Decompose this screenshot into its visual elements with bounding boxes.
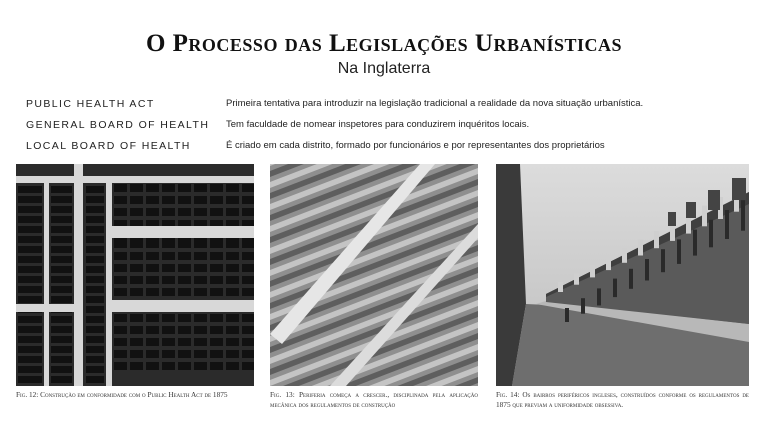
street-photo-drawing xyxy=(496,164,749,386)
aerial-drawing xyxy=(270,164,478,386)
street-plan-drawing xyxy=(16,164,254,386)
page-subtitle: Na Inglaterra xyxy=(337,60,431,77)
figure-caption: Fig. 12: Construção em conformidade com o Public Health Act de 1875 xyxy=(16,390,228,399)
legislation-description: Primeira tentativa para introduzir na legislação tradicional a realidade da nova situação urbanística. xyxy=(226,98,644,109)
figure-caption: Fig. 14: Os bairros periféricos ingleses, construídos conforme os regulamentos de 1875 que previam a uniformidade obsessiva. xyxy=(496,390,749,409)
legislation-description: É criado em cada distrito, formado por funcionários e por representantes dos proprietários xyxy=(226,140,605,151)
page-title: O Processo das Legislações Urbanísticas xyxy=(145,30,623,57)
legislation-term: PUBLIC HEALTH ACT xyxy=(26,98,155,110)
figure-aerial-image xyxy=(270,164,478,386)
figure-street-plan-image xyxy=(16,164,254,386)
legislation-term: LOCAL BOARD OF HEALTH xyxy=(26,140,191,152)
legislation-description: Tem faculdade de nomear inspetores para conduzirem inquéritos locais. xyxy=(226,119,530,130)
figure-caption: Fig. 13: Periferia começa a crescer., disciplinada pela aplicação mecânica dos regulamentos de construção xyxy=(270,390,478,409)
figure-street-photo-image xyxy=(496,164,749,386)
legislation-term: GENERAL BOARD OF HEALTH xyxy=(26,119,210,131)
